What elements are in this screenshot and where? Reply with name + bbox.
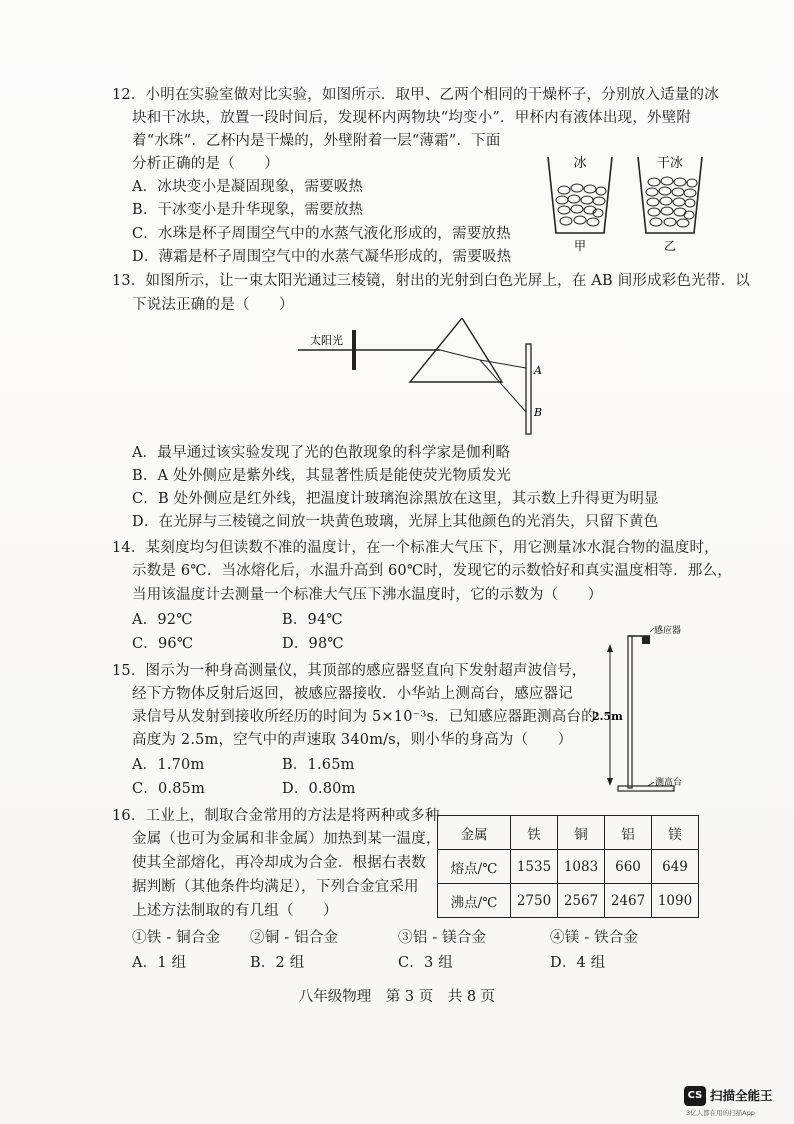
q14-option-d: D．98℃ bbox=[282, 636, 344, 652]
q14-line1: 14．某刻度均匀但读数不准的温度计，在一个标准大气压下，用它测量冰水混合物的温度时， bbox=[112, 540, 719, 556]
q16-alloy-1: ①铁 - 铜合金 bbox=[132, 930, 221, 946]
table-header-cell: 铁 bbox=[511, 816, 558, 850]
table-cell: 2750 bbox=[511, 884, 558, 918]
q15-height-meter-figure bbox=[588, 622, 708, 798]
point-a-label: A bbox=[534, 364, 542, 377]
q16-option-b: B．2 组 bbox=[250, 955, 305, 971]
table-header-row bbox=[438, 816, 699, 850]
q16-line3: 使其全部熔化，再冷却成为合金．根据右表数 bbox=[132, 855, 426, 871]
cup-jia-name: 甲 bbox=[573, 239, 587, 253]
ray-to-a bbox=[480, 360, 526, 368]
q14-line2: 示数是 6℃．当冰熔化后，水温升高到 60℃时，发现它的示数恰好和真实温度相等．那么， bbox=[132, 563, 732, 579]
table-cell: 1535 bbox=[511, 850, 558, 884]
table-cell: 2467 bbox=[605, 884, 652, 918]
q16-line5: 上述方法制取的有几组（ ） bbox=[132, 903, 338, 919]
q15-option-b: B．1.65m bbox=[282, 757, 355, 773]
q16-line4: 据判断（其他条件均满足），下列合金宜采用 bbox=[132, 879, 419, 895]
platform-label: 测高台 bbox=[655, 778, 683, 788]
q14-option-b: B．94℃ bbox=[282, 612, 343, 628]
q15-option-a: A．1.70m bbox=[132, 757, 205, 773]
table-cell: 1083 bbox=[558, 850, 605, 884]
table-row-label: 熔点/℃ bbox=[438, 850, 511, 884]
arrow-down bbox=[607, 778, 613, 786]
table-cell: 2567 bbox=[558, 884, 605, 918]
q16-alloy-3: ③铝 - 镁合金 bbox=[398, 930, 487, 946]
camscanner-slogan: 3亿人都在用的扫描App bbox=[686, 1109, 755, 1117]
q12-cups-figure bbox=[540, 145, 720, 255]
q12-option-c: C．水珠是杯子周围空气中的水蒸气液化形成的，需要放热 bbox=[132, 226, 511, 242]
q12-option-d: D．薄霜是杯子周围空气中的水蒸气凝华形成的，需要吸热 bbox=[132, 249, 512, 265]
table-header-cell: 铜 bbox=[558, 816, 605, 850]
table-header-cell: 金属 bbox=[438, 816, 511, 850]
q15-option-c: C．0.85m bbox=[132, 781, 206, 797]
dry-ice-blocks bbox=[646, 177, 697, 227]
q15-line2: 经下方物体反射后返回，被感应器接收．小华站上测高台，感应器记 bbox=[132, 686, 573, 702]
table-row-label: 沸点/℃ bbox=[438, 884, 511, 918]
refracted-ray bbox=[440, 350, 480, 360]
table-cell: 660 bbox=[605, 850, 652, 884]
table-row bbox=[438, 850, 699, 884]
q16-line2: 金属（也可为金属和非金属）加热到某一温度， bbox=[132, 831, 441, 847]
q15-line4: 高度为 2.5m，空气中的声速取 340m/s，则小华的身高为（ ） bbox=[132, 732, 573, 748]
q13-option-b: B．A 处外侧应是紫外线，其显著性质是能使荧光物质发光 bbox=[132, 468, 512, 484]
q13-option-a: A．最早通过该实验发现了光的色散现象的科学家是伽利略 bbox=[132, 445, 511, 461]
q14-line3: 当用该温度计去测量一个标准大气压下沸水温度时，它的示数为（ ） bbox=[132, 587, 603, 603]
ice-blocks bbox=[556, 184, 606, 226]
q14-option-c: C．96℃ bbox=[132, 636, 194, 652]
q13-option-c: C．B 处外侧应是红外线，把温度计玻璃泡涂黑放在这里，其示数上升得更为明显 bbox=[132, 491, 659, 507]
q16-option-a: A．1 组 bbox=[132, 955, 187, 971]
table-header-cell: 镁 bbox=[652, 816, 699, 850]
q13-option-d: D．在光屏与三棱镜之间放一块黄色玻璃，光屏上其他颜色的光消失，只留下黄色 bbox=[132, 514, 659, 530]
table-row bbox=[438, 884, 699, 918]
slit-screen bbox=[352, 330, 356, 370]
table-cell: 1090 bbox=[652, 884, 699, 918]
q12-option-a: A．冰块变小是凝固现象，需要吸热 bbox=[132, 179, 364, 195]
cup-yi-name: 乙 bbox=[663, 239, 677, 253]
q12-line2: 块和干冰块，放置一段时间后，发现杯内两物块“均变小”．甲杯内有液体出现，外壁附 bbox=[132, 110, 692, 126]
height-label: 2.5m bbox=[592, 710, 623, 723]
q16-line1: 16．工业上，制取合金常用的方法是将两种或多种 bbox=[112, 808, 440, 824]
q12-line3: 着“水珠”．乙杯内是干燥的，外壁附着一层“薄霜”．下面 bbox=[132, 133, 501, 149]
q13-prism-figure bbox=[290, 318, 550, 436]
cup-ice-label: 冰 bbox=[573, 156, 587, 171]
q15-line1: 15．图示为一种身高测量仪，其顶部的感应器竖直向下发射超声波信号， bbox=[112, 663, 587, 679]
q12-option-b: B．干冰变小是升华现象，需要放热 bbox=[132, 202, 364, 218]
camscanner-logo-icon: CS bbox=[684, 1086, 706, 1106]
q14-option-a: A．92℃ bbox=[132, 612, 193, 628]
table-cell: 649 bbox=[652, 850, 699, 884]
q15-line3: 录信号从发射到接收所经历的时间为 5×10⁻³s．已知感应器距测高台的 bbox=[132, 709, 596, 725]
ray-to-b bbox=[480, 360, 526, 412]
table-header-cell: 铝 bbox=[605, 816, 652, 850]
page-footer: 八年级物理 第 3 页 共 8 页 bbox=[298, 989, 496, 1005]
cup-dryice-label: 干冰 bbox=[656, 156, 684, 171]
q15-option-d: D．0.80m bbox=[282, 781, 356, 797]
q13-line1: 13．如图所示，让一束太阳光通过三棱镜，射出的光射到白色光屏上，在 AB 间形成彩色光带．以 bbox=[112, 273, 750, 289]
q16-alloy-4: ④镁 - 铁合金 bbox=[550, 930, 639, 946]
q16-option-c: C．3 组 bbox=[398, 955, 453, 971]
q12-line1: 12．小明在实验室做对比实验，如图所示．取甲、乙两个相同的干燥杯子，分别放入适量的冰 bbox=[112, 87, 719, 103]
sensor-box bbox=[642, 636, 650, 644]
melting-boiling-table bbox=[437, 815, 699, 918]
q12-line4: 分析正确的是（ ） bbox=[132, 156, 279, 172]
q13-line2: 下说法正确的是（ ） bbox=[132, 297, 294, 313]
meter-pole bbox=[628, 636, 632, 788]
white-screen bbox=[526, 344, 531, 434]
sunlight-label: 太阳光 bbox=[310, 334, 343, 347]
camscanner-name: 扫描全能王 bbox=[710, 1088, 773, 1103]
arrow-up bbox=[607, 644, 613, 652]
point-b-label: B bbox=[534, 406, 543, 419]
sensor-label: 感应器 bbox=[654, 626, 682, 636]
q16-option-d: D．4 组 bbox=[550, 955, 606, 971]
q16-alloy-2: ②铜 - 铝合金 bbox=[250, 930, 339, 946]
